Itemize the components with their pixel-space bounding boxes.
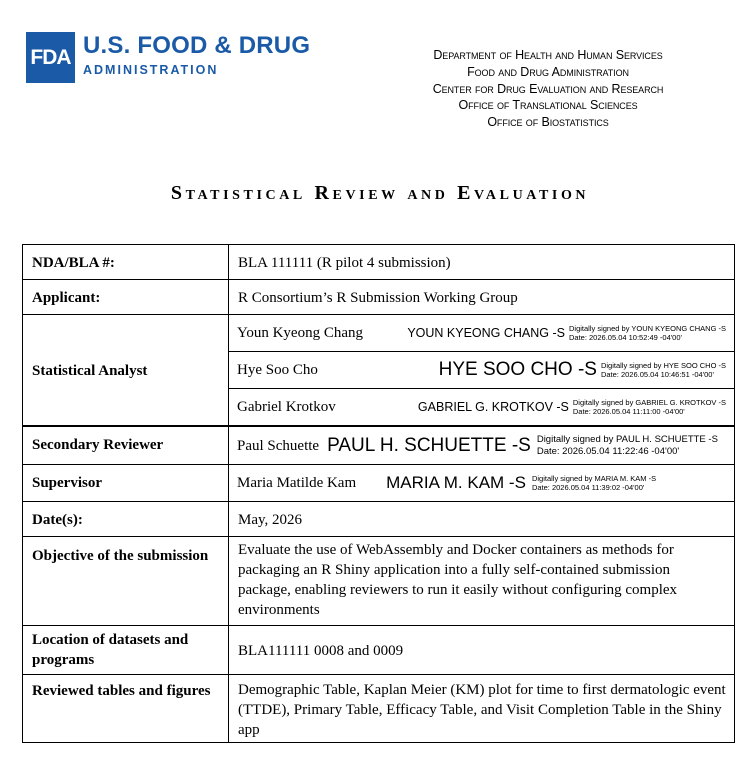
value-objective: Evaluate the use of WebAssembly and Docker containers as methods for packaging an R Shiny application into a fully self-contained submission package, enabling reviewers to run it easily without configuring complex environments (229, 537, 735, 626)
agency-line: Department of Health and Human Services (433, 48, 663, 62)
signature-name: MARIA M. KAM -S (386, 473, 526, 492)
signature-details (573, 398, 726, 417)
analyst-name: Gabriel Krotkov (237, 399, 336, 415)
label-objective: Objective of the submission (23, 537, 229, 626)
signature-date: Date: 2026.05.04 11:39:02 -04'00' (531, 483, 645, 492)
signature-details (532, 474, 656, 493)
row-applicant (23, 280, 735, 315)
label-dates: Date(s): (23, 502, 229, 537)
document-title: Statistical Review and Evaluation (170, 182, 590, 204)
signature-date: Date: 2026.05.04 10:52:49 -04'00' (569, 333, 682, 342)
digital-signature (386, 473, 656, 493)
signature-name: PAUL H. SCHUETTE -S (327, 434, 531, 456)
row-location (23, 626, 735, 675)
digital-signature (407, 323, 726, 343)
label-location: Location of datasets and programs (23, 626, 229, 675)
fda-wordmark (83, 32, 310, 78)
row-statistical-analyst (23, 315, 735, 427)
logo-name: U.S. FOOD & DRUG (83, 32, 311, 59)
analyst-name: Youn Kyeong Chang (237, 325, 363, 341)
signature-signed-by: Digitally signed by YOUN KYEONG CHANG -S (569, 323, 726, 333)
row-nda (23, 245, 735, 280)
label-applicant: Applicant: (23, 280, 229, 315)
analyst-list (229, 315, 735, 427)
label-secondary-reviewer: Secondary Reviewer (23, 426, 229, 465)
signature-details (601, 361, 726, 380)
fda-logo (26, 32, 310, 83)
signature-signed-by: Digitally signed by MARIA M. KAM -S (531, 473, 657, 483)
signature-signed-by: Digitally signed by HYE SOO CHO -S (600, 360, 726, 370)
digital-signature (327, 434, 718, 458)
agency-line: Food and Drug Administration (467, 64, 629, 79)
label-supervisor: Supervisor (23, 465, 229, 502)
signature-date: Date: 2026.05.04 11:22:46 -04'00' (536, 445, 680, 457)
signature-date: Date: 2026.05.04 10:46:51 -04'00' (600, 370, 714, 379)
value-location: BLA111111 0008 and 0009 (229, 626, 735, 675)
analyst-row (229, 389, 734, 425)
review-table (22, 244, 735, 743)
agency-line: Office of Biostatistics (487, 115, 609, 130)
value-nda: BLA 111111 (R pilot 4 submission) (229, 245, 735, 280)
signature-name: YOUN KYEONG CHANG -S (407, 326, 565, 340)
value-reviewed: Demographic Table, Kaplan Meier (KM) plot for time to first dermatologic event (TTDE), Primary Table, Efficacy Table, and Visit Completion Table in the Shiny app (229, 675, 735, 743)
label-reviewed: Reviewed tables and figures (23, 675, 229, 743)
supervisor-cell (229, 465, 735, 502)
signature-name: HYE SOO CHO -S (438, 359, 597, 380)
label-statistical-analyst: Statistical Analyst (23, 315, 229, 427)
value-dates: May, 2026 (229, 502, 735, 537)
digital-signature (418, 397, 726, 417)
agency-line: Center for Drug Evaluation and Research (432, 81, 664, 96)
row-dates (23, 502, 735, 537)
supervisor-name: Maria Matilde Kam (237, 475, 357, 491)
digital-signature (439, 360, 726, 380)
analyst-name: Hye Soo Cho (237, 362, 318, 378)
signature-details (569, 324, 726, 343)
signature-details (537, 434, 718, 458)
signature-name: GABRIEL G. KROTKOV -S (417, 400, 569, 414)
row-objective (23, 537, 735, 626)
row-supervisor (23, 465, 735, 502)
agency-block (406, 47, 690, 131)
signature-date: Date: 2026.05.04 11:11:00 -04'00' (572, 407, 685, 416)
analyst-row (229, 352, 734, 389)
reviewer-name: Paul Schuette (237, 437, 320, 454)
value-applicant: R Consortium’s R Submission Working Group (229, 280, 735, 315)
signature-signed-by: Digitally signed by PAUL H. SCHUETTE -S (536, 433, 718, 445)
logo-sub: ADMINISTRATION (83, 63, 219, 77)
fda-logo-box: FDA (26, 32, 75, 83)
analyst-row (229, 315, 734, 352)
label-nda: NDA/BLA #: (23, 245, 229, 280)
secondary-reviewer-cell (229, 426, 735, 465)
supervisor-row (229, 465, 734, 501)
row-reviewed (23, 675, 735, 743)
agency-line: Office of Translational Sciences (458, 98, 638, 113)
row-secondary-reviewer (23, 426, 735, 465)
reviewer-row (229, 427, 734, 464)
signature-signed-by: Digitally signed by GABRIEL G. KROTKOV -S (572, 397, 726, 407)
